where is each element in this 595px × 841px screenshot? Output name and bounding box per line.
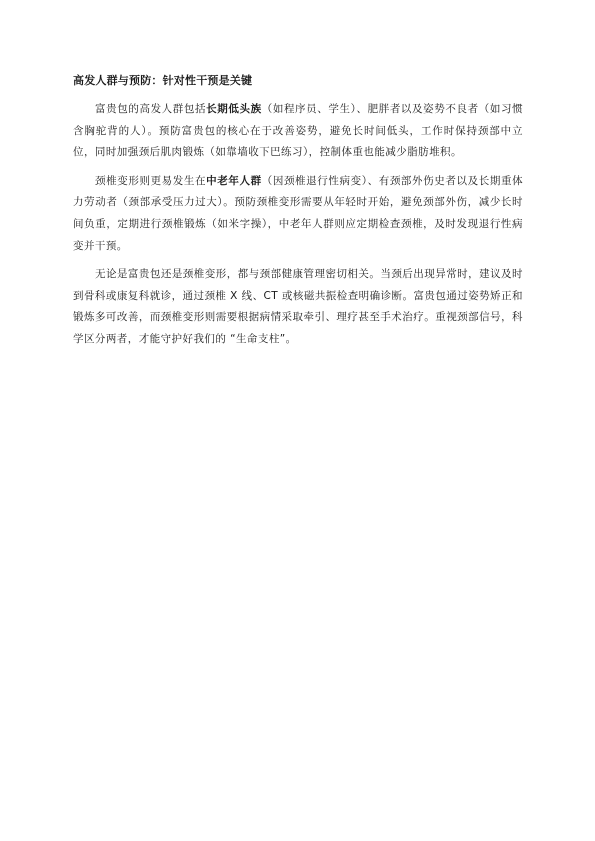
emphasis-text: 长期低头族 <box>206 103 262 115</box>
emphasis-text: 中老年人群 <box>206 174 262 187</box>
paragraph-text: 颈椎变形则更易发生在 <box>95 174 207 187</box>
document-body <box>73 72 523 358</box>
paragraph-text: （如程序员、学生）、肥胖者以及姿势不良者（如习惯含胸驼背的人）。预防富贵包的核心在于改善姿势，避免长时间低头，工作时保持颈部中立位，同时加强颈后肌肉锻炼（如靠墙收下巴练习），控制体重也能减少脂肪堆积。 <box>73 103 524 159</box>
paragraph-conclusion: 无论是富贵包还是颈椎变形，都与颈部健康管理密切相关。当颈后出现异常时，建议及时到骨科或康复科就诊，通过颈椎 X 线、CT 或核磁共振检查明确诊断。富贵包通过姿势矫正和锻炼多可改善，而颈椎变形则需要根据病情采取牵引、理疗甚至手术治疗。重视颈部信号，科学区分两者，才能守护好我们的 “生命支柱”。 <box>73 268 523 345</box>
paragraph-cervical-deformity <box>73 171 523 257</box>
paragraph-text: 富贵包的高发人群包括 <box>95 103 207 115</box>
section-heading: 高发人群与预防：针对性干预是关键 <box>73 74 253 87</box>
paragraph-high-risk-groups <box>73 99 523 164</box>
paragraph-text: （因颈椎退行性病变）、有颈部外伤史者以及长期重体力劳动者（颈部承受压力过大）。预防颈椎变形需要从年轻时开始，避免颈部外伤，减少长时间负重，定期进行颈椎锻炼（如米字操），中老年人群则应定期检查颈椎，及时发现退行性病变并干预。 <box>73 174 524 252</box>
